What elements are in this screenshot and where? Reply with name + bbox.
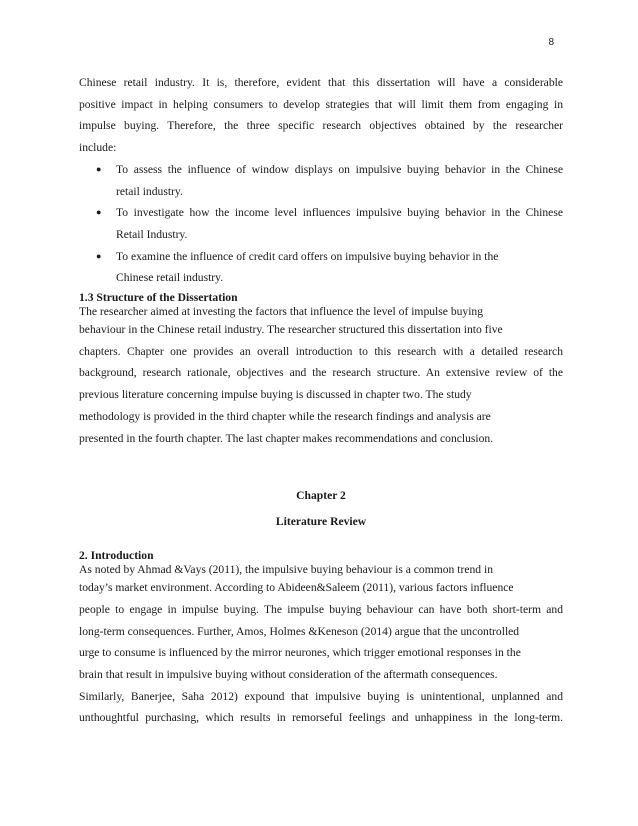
paragraph-line: chapters. Chapter one provides an overall introduction to this research with a detailed research	[79, 344, 563, 358]
list-item-line: retail industry.	[116, 184, 183, 198]
paragraph-line: previous literature concerning impulse buying is discussed in chapter two. The study	[79, 388, 472, 402]
paragraph-line: methodology is provided in the third chapter while the research findings and analysis are	[79, 409, 491, 423]
list-item-line: To assess the influence of window displays on impulsive buying behavior in the Chinese	[116, 162, 563, 176]
bullet-icon: ●	[96, 163, 102, 174]
structure-section	[79, 291, 563, 449]
paragraph-line: people to engage in impulse buying. The impulse buying behaviour can have both short-term and	[79, 602, 563, 616]
paragraph-line: The researcher aimed at investing the factors that influence the level of impulse buying	[79, 305, 484, 319]
bullet-icon: ●	[96, 250, 102, 261]
list-item	[79, 246, 563, 289]
introduction-section	[79, 549, 563, 729]
paragraph-line: today’s market environment. According to Abideen&Saleem (2011), various factors influence	[79, 581, 514, 595]
list-item-line: To examine the influence of credit card offers on impulsive buying behavior in the	[116, 249, 499, 263]
chapter-title: Chapter 2	[296, 489, 346, 503]
chapter-heading	[79, 489, 563, 529]
paragraph-line: Chinese retail industry. It is, therefore, evident that this dissertation will have a considerable	[79, 76, 563, 89]
paragraph-line: positive impact in helping consumers to develop strategies that will limit them from engaging in	[79, 97, 563, 111]
list-item-line: Retail Industry.	[116, 227, 188, 241]
paragraph-line: background, research rationale, objectives and the research structure. An extensive review of the	[79, 366, 563, 380]
section-heading: 1.3 Structure of the Dissertation	[79, 291, 238, 305]
page-content	[79, 72, 563, 729]
paragraph-line: Similarly, Banerjee, Saha 2012) expound that impulsive buying is unintentional, unplanned and	[79, 689, 563, 703]
intro-paragraph	[79, 72, 563, 159]
page-number: 8	[548, 37, 554, 48]
objectives-list	[79, 159, 563, 289]
paragraph-line: long-term consequences. Further, Amos, Holmes &Keneson (2014) argue that the uncontrolled	[79, 624, 520, 638]
paragraph-line: brain that result in impulsive buying without consideration of the aftermath consequences.	[79, 668, 498, 682]
paragraph-line: impulse buying. Therefore, the three specific research objectives obtained by the researcher	[79, 119, 563, 133]
list-item-line: Chinese retail industry.	[116, 271, 224, 285]
paragraph-line: presented in the fourth chapter. The last chapter makes recommendations and conclusion.	[79, 431, 494, 445]
paragraph-line: include:	[79, 141, 117, 155]
paragraph-line: urge to consume is influenced by the mirror neurones, which trigger emotional responses in the	[79, 646, 521, 660]
chapter-subtitle: Literature Review	[275, 515, 367, 529]
list-item	[79, 159, 563, 202]
paragraph-line: behaviour in the Chinese retail industry. The researcher structured this dissertation into five	[79, 323, 503, 337]
section-heading: 2. Introduction	[79, 549, 154, 563]
list-item	[79, 202, 563, 245]
paragraph-line: unthoughtful purchasing, which results in remorseful feelings and unhappiness in the long-term.	[79, 711, 563, 725]
paragraph-line: As noted by Ahmad &Vays (2011), the impulsive buying behaviour is a common trend in	[79, 563, 493, 577]
bullet-icon: ●	[96, 207, 102, 218]
list-item-line: To investigate how the income level influences impulsive buying behavior in the Chinese	[116, 206, 563, 220]
